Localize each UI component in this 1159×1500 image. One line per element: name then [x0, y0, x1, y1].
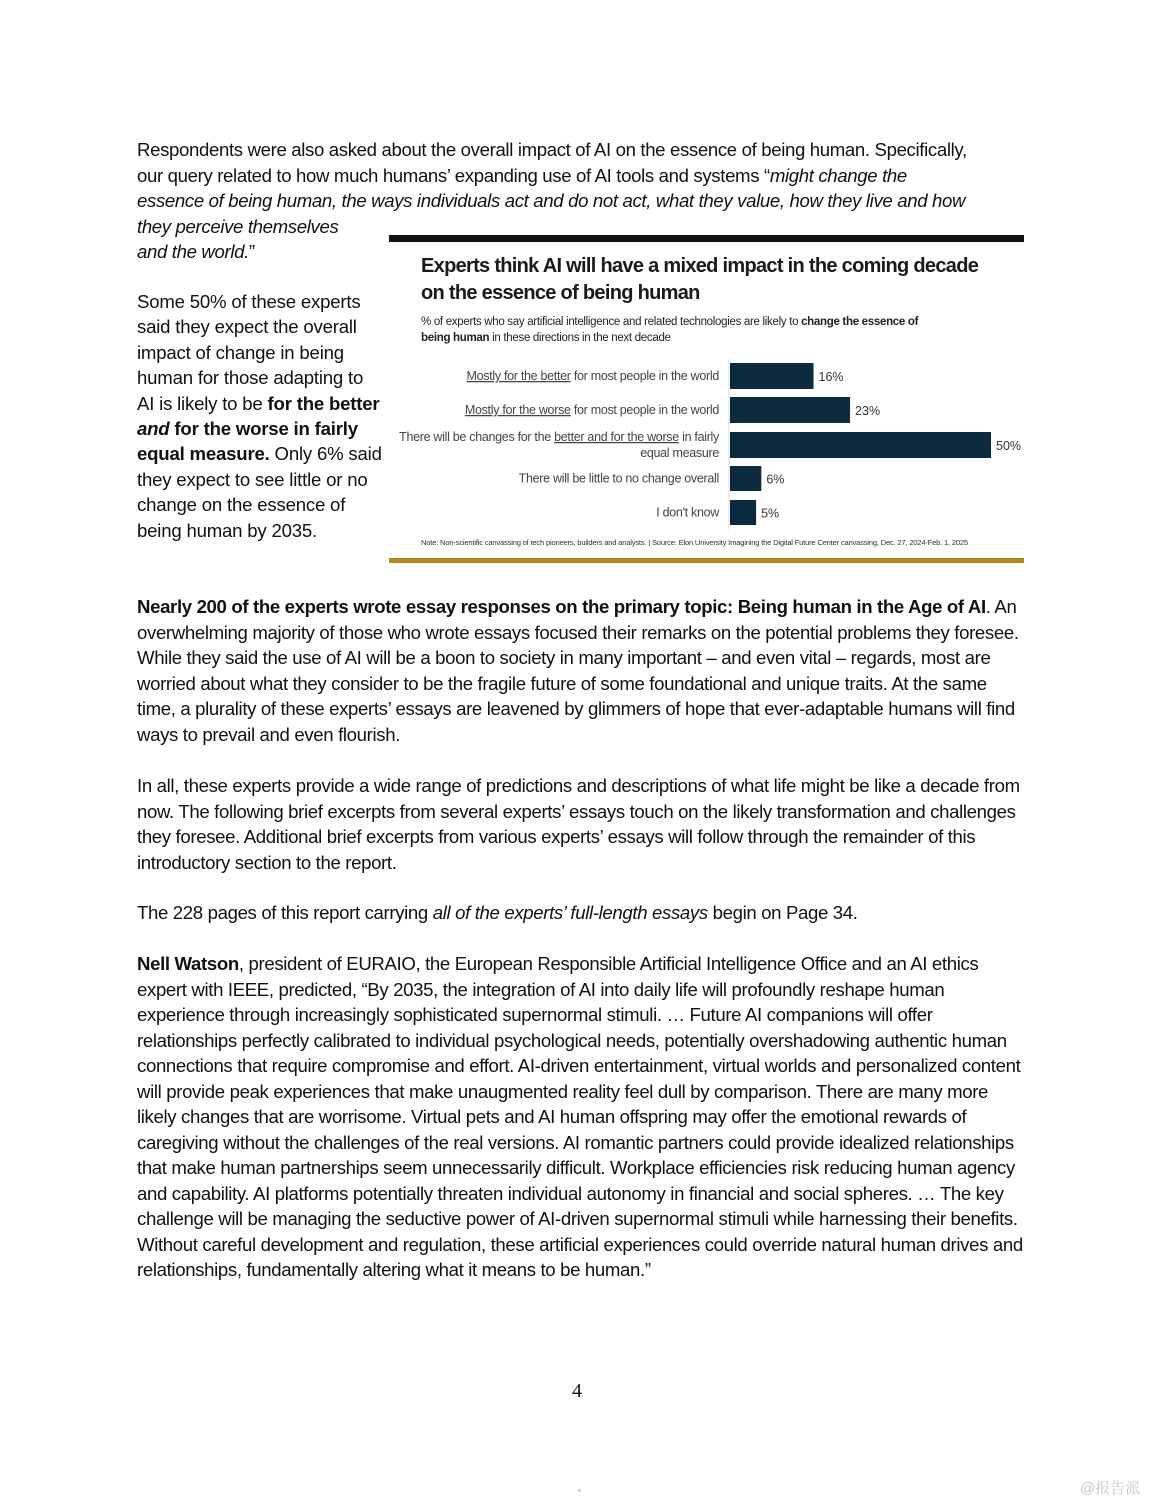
sidebar-text-1: Some 50% of these experts said they expect the overall impact of change in being human for those adapting to AI is likely to be	[137, 291, 364, 414]
page-ref-post: begin on Page 34.	[707, 902, 858, 923]
chart-value-label: 5%	[761, 506, 780, 521]
sidebar-bold-italic: and	[137, 418, 170, 440]
chart-bar	[730, 397, 850, 423]
intro-line-2-plain: our query related to how much humans’ expanding use of AI tools and systems “	[137, 164, 770, 186]
decorative-dot	[578, 1489, 581, 1492]
chart-source-note: Note: Non-scientific canvassing of tech pioneers, builders and analysts. | Source: Elon University Imagining the Digital Future Center canvassing, Dec. 27, 2024-Feb. 1, 2025	[421, 538, 968, 547]
chart-plot	[389, 235, 1024, 535]
chart-subtitle-bold-1: change the essence of	[801, 316, 919, 328]
intro-close-quote: ”	[248, 241, 255, 262]
intro-quote-start: might change the	[769, 164, 907, 186]
intro-line-3: essence of being human, the ways individuals act and do not act, what they value, how they live and how	[137, 190, 966, 211]
chart-category-label: Mostly for the worse for most people in the world	[464, 403, 719, 417]
essay-summary-text: . An overwhelming majority of those who wrote essays focused their remarks on the potential problems they foresee. While they said the use of AI will be a boon to society in many important – and even vital – regards, most are worried about what they consider to be the fragile future of some foundational and unique traits. At the same time, a plurality of these experts’ essays are leavened by glimmers of hope that ever-adaptable humans will find ways to prevail and even flourish.	[137, 596, 1019, 745]
chart-value-label: 23%	[855, 404, 881, 418]
page-number: 4	[572, 1380, 582, 1402]
intro-line-2	[137, 163, 1027, 189]
essay-summary-paragraph	[137, 594, 1027, 747]
expert-name: Nell Watson	[137, 953, 239, 974]
intro-line-4: they perceive themselves	[137, 215, 339, 237]
chart-value-label: 50%	[996, 439, 1022, 453]
bar-chart	[389, 235, 1024, 565]
sidebar-summary	[137, 289, 382, 543]
chart-bar	[730, 432, 991, 458]
essay-summary-bold: Nearly 200 of the experts wrote essay responses on the primary topic: Being human in the Age of AI	[137, 596, 986, 617]
excerpts-intro-paragraph: In all, these experts provide a wide range of predictions and descriptions of what life might be like a decade from now. The following brief excerpts from several experts’ essays touch on the likely transformation and challenges they foresee. Additional brief excerpts from various experts’ essays will follow through the remainder of this introductory section to the report.	[137, 775, 1020, 873]
page-reference-paragraph	[137, 900, 1027, 926]
sidebar-bold-1: for the better	[267, 392, 380, 414]
sidebar-text-2: Only 6% said they expect to see little or no change on the essence of being human by 2035.	[137, 443, 382, 541]
chart-value-label: 16%	[818, 370, 844, 384]
chart-subtitle-plain-2: in these directions in the next decade	[489, 332, 671, 344]
chart-category-label-line2: equal measure	[640, 446, 719, 460]
chart-bar	[730, 500, 756, 525]
chart-subtitle-bold-2: being human	[421, 332, 490, 344]
chart-category-label: Mostly for the better for most people in the world	[466, 369, 719, 383]
page-ref-pre: The 228 pages of this report carrying	[137, 902, 433, 923]
page-ref-italic: all of the experts’ full-length essays	[432, 902, 708, 923]
chart-category-label: I don't know	[656, 505, 719, 520]
intro-quote-end: and the world.	[137, 241, 249, 262]
watermark: @报告派	[1080, 1480, 1141, 1497]
chart-bar	[730, 363, 814, 389]
chart-category-label: There will be little to no change overall	[518, 471, 719, 486]
expert-quote-text: , president of EURAIO, the European Responsible Artificial Intelligence Office and an AI ethics expert with IEEE, predicted, “By 2035, the integration of AI into daily life will profoundly reshape human experience through increasingly sophisticated supernormal stimuli. … Future AI companions will offer relationships perfectly calibrated to individual psychological needs, potentially overshadowing authentic human connections that require compromise and effort. AI-driven entertainment, virtual worlds and personalized content will provide peak experiences that make unaugmented reality feel dull by comparison. There are many more likely changes that are worrisome. Virtual pets and AI human offspring may offer the emotional rewards of caregiving without the challenges of the real versions. AI romantic partners could provide idealized relationships that make human partnerships seem unnecessarily difficult. Workplace efficiencies risk reducing human agency and capability. AI platforms potentially threaten individual autonomy in financial and social spheres. … The key challenge will be managing the seductive power of AI-driven supernormal stimuli while harnessing their benefits. Without careful development and regulation, these artificial experiences could override natural human drives and relationships, fundamentally altering what it means to be human.”	[137, 953, 1023, 1280]
sidebar-bold-2: for the worse in fairly equal measure.	[137, 418, 358, 465]
intro-line-1: Respondents were also asked about the overall impact of AI on the essence of being human. Specifically,	[137, 139, 967, 160]
chart-subtitle-plain-1: % of experts who say artificial intelligence and related technologies are likely to	[421, 316, 802, 328]
chart-bottom-rule	[389, 558, 1024, 563]
nell-watson-quote	[137, 951, 1027, 1283]
chart-value-label: 6%	[766, 472, 785, 487]
chart-category-label: There will be changes for the better and for the worse in fairly	[399, 430, 719, 444]
chart-title: Experts think AI will have a mixed impact in the coming decade on the essence of being human	[421, 255, 979, 304]
chart-bar	[730, 466, 761, 491]
